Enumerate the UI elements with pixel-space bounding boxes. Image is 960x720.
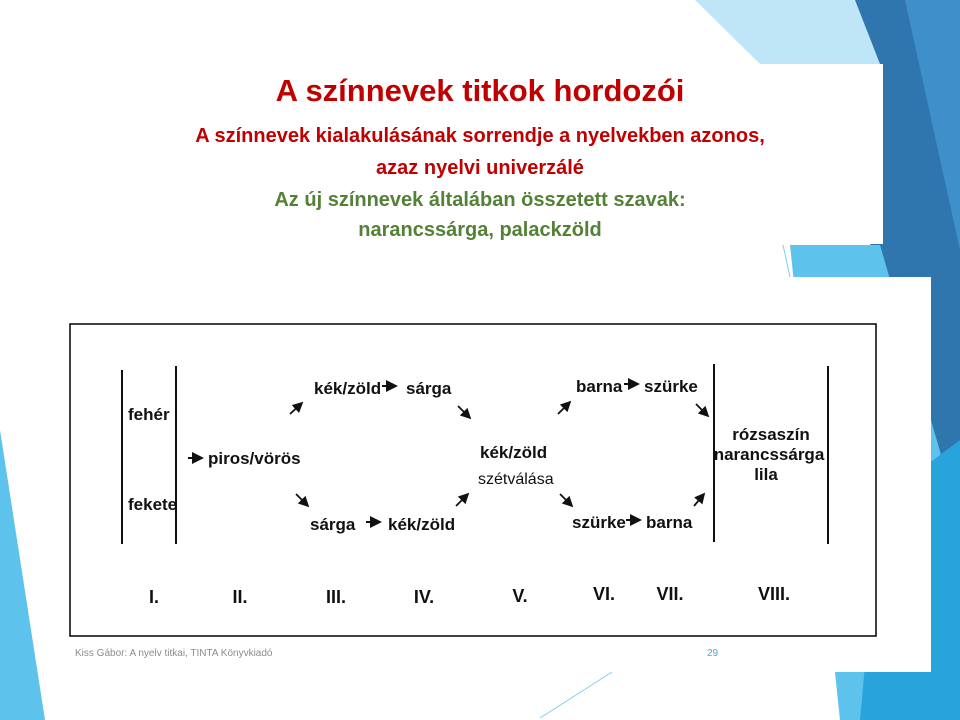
stage-label-I: I. [148, 587, 160, 607]
stage-I-term-black: fekete [128, 495, 178, 514]
stage-IV-top-term: sárga [406, 379, 452, 398]
stage-I-term-white: fehér [128, 405, 170, 424]
bg-shape-pale-blue [695, 0, 880, 64]
color-term-stages-diagram [68, 322, 880, 640]
stage-III-bottom-term: sárga [310, 515, 356, 534]
stage-label-III: III. [325, 587, 347, 607]
bg-line [540, 672, 612, 718]
stage-III-top-term: kék/zöld [314, 379, 382, 398]
stage-label-IV: IV. [413, 587, 435, 607]
stage-VII-top-term: szürke [644, 377, 698, 396]
subtitle-line-2: azaz nyelvi univerzálé [376, 157, 584, 179]
stage-VI-top-term: barna [576, 377, 623, 396]
slide-title: A színnevek titkok hordozói [275, 73, 685, 108]
stage-VIII-term-purple: lila [754, 465, 778, 484]
subtitle-line-1: A színnevek kialakulásának sorrendje a nyelvekben azonos, [195, 125, 765, 147]
stage-VI-bottom-term: szürke [572, 513, 626, 532]
stage-label-II: II. [232, 587, 248, 607]
stage-label-V: V. [512, 586, 528, 606]
stage-V-subtext: szétválása [478, 471, 554, 488]
stage-label-VIII: VIII. [757, 584, 791, 604]
stage-VIII-term-pink: rózsaszín [732, 425, 810, 444]
stage-IV-bottom-term: kék/zöld [388, 515, 456, 534]
page-number: 29 [707, 648, 719, 659]
bg-line-2 [783, 245, 790, 277]
stage-label-VII: VII. [656, 584, 684, 604]
stage-II-term: piros/vörös [208, 449, 301, 468]
note-line-2: narancssárga, palackzöld [358, 219, 602, 241]
note-line-1: Az új színnevek általában összetett szavak: [274, 189, 686, 211]
stage-label-VI: VI. [592, 584, 616, 604]
stage-VII-bottom-term: barna [646, 513, 693, 532]
footer-source: Kiss Gábor: A nyelv titkai, TINTA Könyvkiadó [75, 648, 273, 659]
stage-VIII-term-orange: narancssárga [713, 445, 825, 464]
stage-V-term: kék/zöld [480, 443, 548, 462]
